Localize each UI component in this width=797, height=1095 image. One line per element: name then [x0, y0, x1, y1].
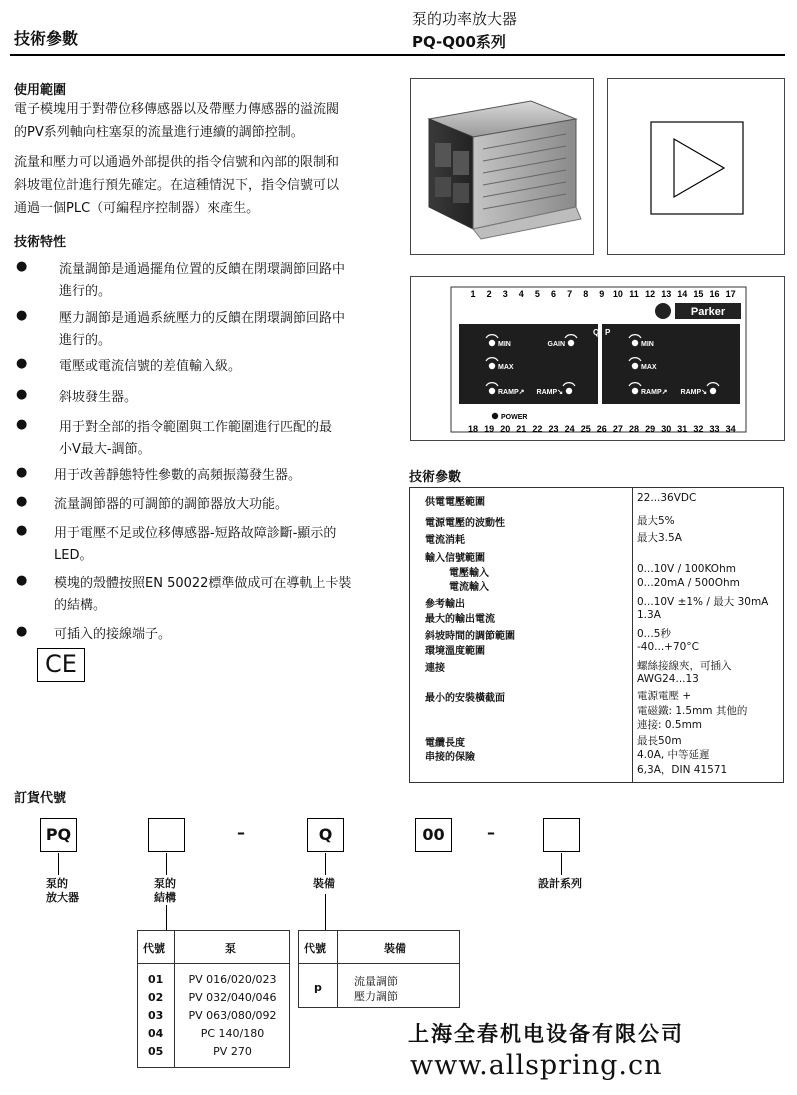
terminal-number: 17	[725, 289, 736, 299]
potentiometer-label: MAX	[498, 364, 514, 371]
terminal-number: 3	[502, 289, 508, 299]
connector-line	[325, 853, 326, 875]
spec-value: AWG24...13	[637, 673, 699, 685]
caption-line: 結構	[154, 891, 176, 904]
text-line: 的PV系列軸向柱塞泵的流量進行連續的調節控制。	[14, 125, 304, 140]
power-led-icon	[492, 413, 498, 419]
terminal-number: 27	[612, 424, 623, 434]
brand-name: Parker	[690, 306, 726, 318]
equip-table-header-equip: 裝備	[384, 942, 406, 955]
bullet-icon: ●	[16, 417, 28, 432]
code-box-design-series	[543, 818, 580, 852]
spec-label: 環境溫度範圍	[425, 646, 485, 657]
terminal-number: 29	[645, 424, 656, 434]
potentiometer-icon	[632, 363, 638, 369]
feature-line: 流量調節器的可調節的調節器放大功能。	[54, 497, 289, 512]
table-divider	[137, 963, 290, 964]
company-name: 上海全春机电设备有限公司	[408, 1021, 684, 1046]
feature-line: 壓力調節是通過系統壓力的反饋在閉環調節回路中	[59, 311, 346, 326]
spec-value: 22...36VDC	[637, 492, 697, 504]
bullet-icon: ●	[16, 259, 28, 274]
product-series: PQ-Q00系列	[412, 33, 506, 51]
potentiometer-label: RAMP↗	[498, 389, 525, 396]
terminal-number: 22	[532, 424, 543, 434]
spec-label: 電源電壓的波動性	[425, 518, 505, 529]
terminal-number: 15	[693, 289, 704, 299]
potentiometer-icon	[566, 388, 572, 394]
terminal-number: 18	[467, 424, 479, 434]
caption-line: 放大器	[46, 891, 79, 904]
code-box-fixed: 00	[415, 818, 452, 852]
feature-item	[59, 308, 345, 352]
terminal-number: 4	[518, 289, 524, 299]
terminal-number: 32	[693, 424, 704, 434]
terminal-number: 14	[677, 289, 688, 299]
feature-item	[59, 356, 241, 378]
terminal-number: 10	[612, 289, 623, 299]
terminal-number: 2	[486, 289, 492, 299]
pump-table-header-code: 代號	[143, 942, 165, 955]
spec-label: 最小的安裝橫截面	[425, 693, 505, 704]
potentiometer-icon	[710, 388, 716, 394]
terminal-number: 21	[516, 424, 527, 434]
feature-line: 模塊的殼體按照EN 50022標準做成可在導軌上卡裝	[54, 576, 352, 591]
feature-line: 小V最大-調節。	[59, 442, 151, 457]
spec-label: 參考輸出	[425, 599, 465, 610]
feature-line: 可插入的接線端子。	[54, 627, 172, 642]
potentiometer-label: GAIN	[547, 341, 565, 348]
terminal-number: 34	[725, 424, 736, 434]
pump-table-header-pump: 泵	[225, 942, 236, 955]
terminal-number: 7	[567, 289, 573, 299]
panel-band-q	[459, 324, 598, 404]
product-photo	[410, 78, 594, 255]
usage-paragraph-1	[14, 98, 399, 144]
power-label: POWER	[501, 414, 528, 421]
code-dash: –	[237, 823, 245, 842]
spec-value: 0...5秒	[637, 628, 671, 640]
spec-label: 供電電壓範圍	[425, 497, 485, 508]
spec-value: 最大3.5A	[637, 532, 682, 544]
text-line: 電子模塊用于對帶位移傳感器以及帶壓力傳感器的溢流閥	[14, 102, 340, 117]
feature-item	[59, 387, 137, 409]
terminal-number: 26	[596, 424, 607, 434]
usage-heading: 使用範圍	[14, 83, 67, 98]
pump-code: 03	[148, 1009, 164, 1022]
page-title: 技術參數	[14, 29, 79, 48]
potentiometer-icon	[568, 340, 574, 346]
bullet-icon: ●	[16, 356, 28, 371]
terminal-number: 25	[580, 424, 591, 434]
code-box-amplifier: PQ	[40, 818, 77, 852]
section-tag-p: P	[605, 328, 611, 337]
spec-value: 6,3A，DIN 41571	[637, 764, 728, 776]
spec-value: 最長50m	[637, 735, 682, 747]
spec-label: 輸入信號範圍	[425, 553, 485, 564]
potentiometer-icon	[632, 388, 638, 394]
feature-item	[54, 494, 288, 516]
feature-line: 電壓或電流信號的差值輸入級。	[59, 359, 242, 374]
feature-line: 用于電壓不足或位移傳感器-短路故障診斷-顯示的	[54, 526, 337, 541]
terminal-number: 6	[550, 289, 557, 299]
spec-label: 電流消耗	[425, 535, 465, 546]
brand-logo-icon	[655, 303, 671, 319]
caption-equipment	[313, 877, 335, 891]
connector-line	[166, 853, 167, 875]
pump-model: PV 063/080/092	[188, 1009, 277, 1022]
feature-item	[59, 259, 345, 303]
bullet-icon: ●	[16, 494, 28, 509]
potentiometer-label: MIN	[498, 341, 511, 348]
amplifier-symbol-box	[607, 78, 785, 255]
bullet-icon: ●	[16, 308, 28, 323]
potentiometer-icon	[489, 340, 495, 346]
front-panel-diagram	[411, 277, 784, 440]
terminal-number: 12	[645, 289, 656, 299]
usage-paragraph-2	[14, 151, 399, 220]
caption-line: 裝備	[313, 877, 335, 890]
table-divider	[298, 963, 460, 964]
code-dash: –	[487, 823, 495, 842]
bullet-icon: ●	[16, 624, 28, 639]
spec-value: 0...10V ±1% / 最大 30mA	[637, 596, 769, 608]
equip-desc-1: 流量調節	[354, 975, 398, 988]
spec-label: 電流輸入	[449, 582, 489, 593]
order-heading: 訂貨代號	[14, 791, 67, 806]
connector-line	[561, 853, 562, 875]
potentiometer-icon	[489, 363, 495, 369]
amplifier-module-icon	[411, 79, 593, 254]
connector-line	[166, 905, 167, 930]
terminal-number: 20	[500, 424, 511, 434]
terminal-number: 28	[628, 424, 640, 434]
specs-column-divider	[632, 487, 633, 783]
feature-line: 進行的。	[59, 333, 112, 348]
feature-item	[54, 465, 301, 487]
terminal-number: 5	[534, 289, 540, 299]
amplifier-symbol-icon	[608, 79, 784, 254]
code-box-pump-structure	[148, 818, 185, 852]
feature-item	[54, 624, 171, 646]
text-line: 斜坡電位計進行預先確定。在這種情況下，指令信號可以	[14, 178, 340, 193]
spec-value: 0...10V / 100KOhm	[637, 563, 736, 575]
equip-desc-2: 壓力調節	[354, 990, 398, 1003]
pump-model: PV 032/040/046	[188, 991, 277, 1004]
bullet-icon: ●	[16, 465, 28, 480]
front-panel-box	[410, 276, 785, 441]
company-url[interactable]: www.allspring.cn	[410, 1050, 663, 1081]
spec-value: 最大5%	[637, 515, 675, 527]
potentiometer-label: MAX	[641, 364, 657, 371]
feature-line: LED。	[54, 548, 93, 563]
equip-code: p	[314, 981, 322, 994]
potentiometer-label: RAMP↗	[641, 389, 668, 396]
potentiometer-label: RAMP↘	[536, 389, 563, 396]
terminal-number: 24	[564, 424, 575, 434]
feature-line: 的結構。	[54, 598, 107, 613]
panel-band-p	[602, 324, 740, 404]
feature-item	[54, 523, 336, 567]
potentiometer-label: RAMP↘	[680, 389, 707, 396]
potentiometer-icon	[632, 340, 638, 346]
pump-code: 02	[148, 991, 164, 1004]
potentiometer-label: MIN	[641, 341, 654, 348]
code-box-equipment: Q	[307, 818, 344, 852]
feature-line: 斜坡發生器。	[59, 390, 138, 405]
pump-code: 01	[148, 973, 164, 986]
terminal-number: 19	[484, 424, 495, 434]
caption-line: 設計系列	[538, 877, 582, 890]
spec-value: 連接: 0.5mm	[637, 719, 703, 731]
text-line: 通過一個PLC（可編程序控制器）來產生。	[14, 201, 260, 216]
feature-item	[59, 417, 332, 461]
feature-line: 用于對全部的指令範圍與工作範圍進行匹配的最	[59, 420, 333, 435]
spec-value: -40...+70°C	[637, 641, 699, 653]
terminal-number: 11	[629, 289, 639, 299]
terminal-number: 30	[661, 424, 672, 434]
caption-pump-structure	[154, 877, 176, 905]
pump-code: 04	[148, 1027, 164, 1040]
terminal-number: 8	[583, 289, 589, 299]
spec-label: 連接	[425, 663, 445, 674]
terminal-number: 33	[709, 424, 720, 434]
pump-code: 05	[148, 1045, 164, 1058]
spec-value: 螺絲接線夾，可插入	[637, 660, 732, 672]
pump-model: PV 270	[213, 1045, 252, 1058]
caption-design-series	[538, 877, 582, 891]
specs-heading: 技術參數	[409, 470, 462, 485]
header-rule	[10, 54, 785, 56]
caption-line: 泵的	[154, 877, 176, 890]
features-heading: 技術特性	[14, 235, 67, 250]
pump-model: PV 016/020/023	[188, 973, 277, 986]
text-line: 流量和壓力可以通過外部提供的指令信號和內部的限制和	[14, 155, 340, 170]
terminal-number: 23	[548, 424, 559, 434]
bullet-icon: ●	[16, 523, 28, 538]
spec-value: 電源電壓 +	[637, 690, 692, 702]
spec-label: 串接的保險	[425, 752, 475, 763]
spec-label: 電壓輸入	[449, 568, 489, 579]
spec-label: 電纜長度	[425, 738, 465, 749]
spec-label: 最大的輸出電流	[425, 614, 495, 625]
terminal-number: 31	[677, 424, 688, 434]
connector-line	[325, 894, 326, 930]
table-divider	[337, 930, 338, 1008]
ce-mark: CE	[37, 648, 85, 682]
terminal-number: 16	[709, 289, 720, 299]
feature-item	[54, 573, 351, 617]
spec-value: 0...20mA / 500Ohm	[637, 577, 740, 589]
connector-line	[58, 853, 59, 875]
terminal-number: 13	[661, 289, 672, 299]
potentiometer-icon	[489, 388, 495, 394]
spec-value: 電磁鐵: 1.5mm 其他的	[637, 705, 748, 717]
caption-amplifier	[46, 877, 79, 905]
bullet-icon: ●	[16, 573, 28, 588]
feature-line: 用于改善靜態特性參數的高頻振蕩發生器。	[54, 468, 302, 483]
feature-line: 流量調節是通過擺角位置的反饋在閉環調節回路中	[59, 262, 346, 277]
terminal-number: 1	[470, 289, 476, 299]
bullet-icon: ●	[16, 387, 28, 402]
feature-line: 進行的。	[59, 284, 112, 299]
spec-label: 斜坡時間的調節範圍	[425, 631, 515, 642]
terminal-number: 9	[599, 289, 605, 299]
pump-model: PC 140/180	[200, 1027, 265, 1040]
spec-value: 1.3A	[637, 609, 661, 621]
section-tag-q: Q	[593, 328, 600, 337]
equip-table-header-code: 代號	[304, 942, 326, 955]
product-title: 泵的功率放大器	[412, 10, 518, 28]
spec-value: 4.0A, 中等延遲	[637, 749, 710, 761]
caption-line: 泵的	[46, 877, 68, 890]
